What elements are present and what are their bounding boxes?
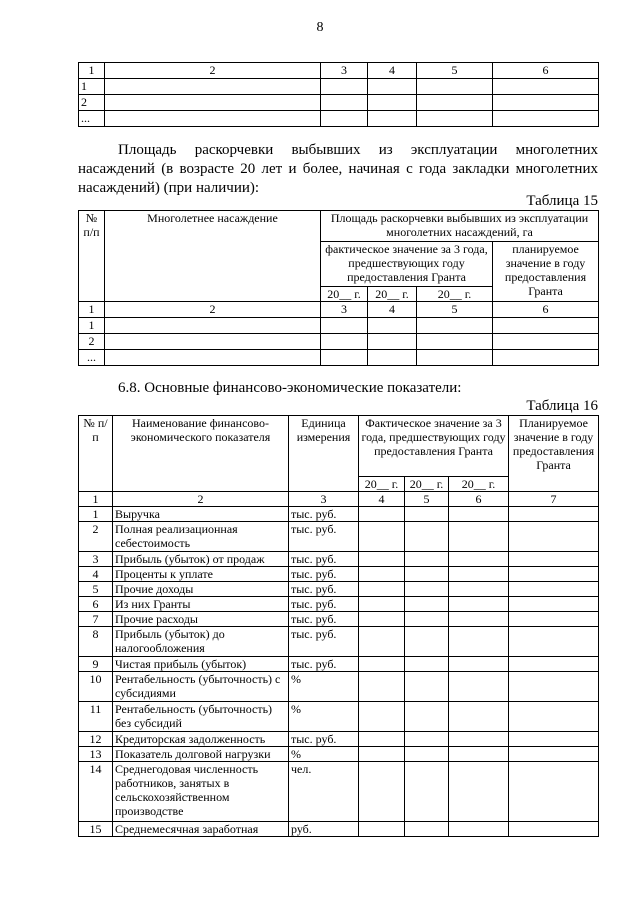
table-15-caption: Таблица 15 — [526, 193, 598, 209]
row-number: 2 — [79, 334, 105, 350]
year-cell: 20__ г. — [417, 287, 493, 302]
col-num-header: № п/п — [79, 211, 105, 302]
index-cell: 6 — [449, 492, 509, 507]
unit-cell: тыс. руб. — [289, 732, 359, 747]
table-row — [79, 762, 599, 822]
section-heading: 6.8. Основные финансово-экономические показатели: — [118, 380, 462, 396]
table-15 — [78, 210, 599, 366]
index-cell: 5 — [405, 492, 449, 507]
row-number: 2 — [79, 95, 105, 111]
table-row — [79, 552, 599, 567]
table-row — [79, 747, 599, 762]
unit-cell: чел. — [289, 762, 359, 822]
table-row — [79, 507, 599, 522]
paragraph-line: насаждений) (при наличии): — [78, 180, 260, 196]
indicator-name: Выручка — [113, 507, 289, 522]
table-row — [79, 334, 599, 350]
unit-cell: тыс. руб. — [289, 597, 359, 612]
col-area-header: Площадь раскорчевки выбывших из эксплуатации многолетних насаждений, га — [321, 211, 599, 242]
paragraph-line: насаждений (в возрасте 20 лет и более, начиная с года закладки многолетних — [78, 161, 598, 177]
table-header-row — [79, 63, 599, 79]
row-number: 4 — [79, 567, 113, 582]
page-number: 8 — [316, 20, 324, 35]
unit-cell: тыс. руб. — [289, 582, 359, 597]
header-cell: 2 — [105, 63, 321, 79]
table-row — [79, 522, 599, 552]
index-cell: 2 — [105, 302, 321, 318]
header-cell: 5 — [417, 63, 493, 79]
unit-cell: % — [289, 672, 359, 702]
indicator-name: Кредиторская задолженность — [113, 732, 289, 747]
index-cell: 3 — [289, 492, 359, 507]
indicator-name: Рентабельность (убыточность) с субсидиями — [113, 672, 289, 702]
row-number: 5 — [79, 582, 113, 597]
row-number: 12 — [79, 732, 113, 747]
table-row — [79, 79, 599, 95]
row-number: ... — [79, 111, 105, 127]
index-row — [79, 302, 599, 318]
table-row — [79, 582, 599, 597]
table-row — [79, 822, 599, 837]
indicator-name: Прибыль (убыток) до налогообложения — [113, 627, 289, 657]
indicator-name: Прибыль (убыток) от продаж — [113, 552, 289, 567]
index-cell: 4 — [368, 302, 417, 318]
year-cell: 20__ г. — [368, 287, 417, 302]
col-num-header: № п/п — [79, 416, 113, 492]
indicator-name: Среднегодовая численность работников, занятых в сельскохозяйственном производстве — [113, 762, 289, 822]
index-cell: 5 — [417, 302, 493, 318]
col-plan-header: Планируемое значение в году предоставления Гранта — [509, 416, 599, 492]
table-row — [79, 350, 599, 366]
table-row — [79, 318, 599, 334]
year-cell: 20__ г. — [359, 476, 405, 491]
index-cell: 6 — [493, 302, 599, 318]
unit-cell: тыс. руб. — [289, 507, 359, 522]
paragraph-line: Площадь раскорчевки выбывших из эксплуатации многолетних — [118, 142, 598, 158]
indicator-name: Из них Гранты — [113, 597, 289, 612]
row-number: 15 — [79, 822, 113, 837]
row-number: 13 — [79, 747, 113, 762]
col-fact-header: Фактическое значение за 3 года, предшествующих году предоставления Гранта — [359, 416, 509, 477]
unit-cell: тыс. руб. — [289, 612, 359, 627]
table-row — [79, 672, 599, 702]
unit-cell: тыс. руб. — [289, 627, 359, 657]
table-row — [79, 732, 599, 747]
unit-cell: тыс. руб. — [289, 567, 359, 582]
row-number: ... — [79, 350, 105, 366]
table-row — [79, 612, 599, 627]
indicator-name: Проценты к уплате — [113, 567, 289, 582]
row-number: 1 — [79, 507, 113, 522]
index-row — [79, 492, 599, 507]
paragraph-raskorchevka — [78, 141, 598, 198]
row-number: 14 — [79, 762, 113, 822]
table-16 — [78, 415, 599, 837]
table-row — [79, 567, 599, 582]
col-name-header: Наименование финансово-экономического показателя — [113, 416, 289, 492]
col-fact-header: фактическое значение за 3 года, предшествующих году предоставления Гранта — [321, 242, 493, 287]
row-number: 8 — [79, 627, 113, 657]
table-row — [79, 111, 599, 127]
header-cell: 3 — [321, 63, 368, 79]
unit-cell: руб. — [289, 822, 359, 837]
unit-cell: тыс. руб. — [289, 657, 359, 672]
unit-cell: % — [289, 702, 359, 732]
row-number: 11 — [79, 702, 113, 732]
row-number: 1 — [79, 318, 105, 334]
row-number: 3 — [79, 552, 113, 567]
indicator-name: Прочие доходы — [113, 582, 289, 597]
table-14 — [78, 62, 599, 127]
row-number: 1 — [79, 79, 105, 95]
table-row — [79, 597, 599, 612]
unit-cell: тыс. руб. — [289, 552, 359, 567]
row-number: 10 — [79, 672, 113, 702]
table-row — [79, 702, 599, 732]
table-row — [79, 627, 599, 657]
indicator-name: Чистая прибыль (убыток) — [113, 657, 289, 672]
indicator-name: Среднемесячная заработная — [113, 822, 289, 837]
unit-cell: тыс. руб. — [289, 522, 359, 552]
col-unit-header: Единица измерения — [289, 416, 359, 492]
indicator-name: Показатель долговой нагрузки — [113, 747, 289, 762]
indicator-name: Полная реализационная себестоимость — [113, 522, 289, 552]
index-cell: 4 — [359, 492, 405, 507]
index-cell: 7 — [509, 492, 599, 507]
indicator-name: Прочие расходы — [113, 612, 289, 627]
row-number: 7 — [79, 612, 113, 627]
year-cell: 20__ г. — [405, 476, 449, 491]
year-cell: 20__ г. — [321, 287, 368, 302]
row-number: 2 — [79, 522, 113, 552]
header-cell: 4 — [368, 63, 417, 79]
row-number: 6 — [79, 597, 113, 612]
year-cell: 20__ г. — [449, 476, 509, 491]
header-cell: 6 — [493, 63, 599, 79]
header-cell: 1 — [79, 63, 105, 79]
unit-cell: % — [289, 747, 359, 762]
table-row — [79, 657, 599, 672]
row-number: 9 — [79, 657, 113, 672]
col-name-header: Многолетнее насаждение — [105, 211, 321, 302]
indicator-name: Рентабельность (убыточность) без субсидий — [113, 702, 289, 732]
index-cell: 3 — [321, 302, 368, 318]
table-16-caption: Таблица 16 — [526, 398, 598, 414]
table-row — [79, 95, 599, 111]
index-cell: 2 — [113, 492, 289, 507]
index-cell: 1 — [79, 302, 105, 318]
col-plan-header: планируемое значение в году предоставления Гранта — [493, 242, 599, 302]
index-cell: 1 — [79, 492, 113, 507]
